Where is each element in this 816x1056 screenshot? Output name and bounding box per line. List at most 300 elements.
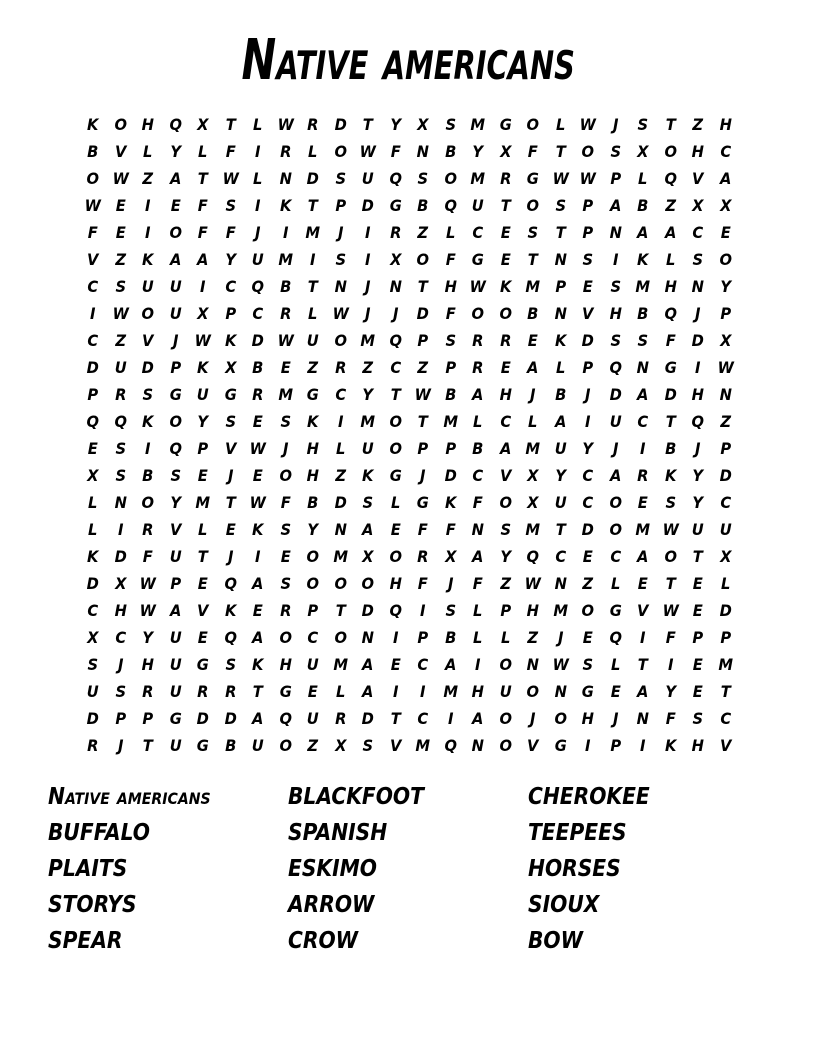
grid-letter: I (365, 249, 371, 269)
grid-letter: Q (388, 330, 402, 350)
grid-letter: H (691, 735, 704, 755)
grid-letter: M (717, 654, 733, 674)
grid-letter: E (637, 492, 648, 512)
grid-letter: L (88, 519, 98, 539)
grid-letter: C (417, 654, 429, 674)
grid-letter: G (554, 735, 567, 755)
grid-letter: Z (307, 357, 319, 377)
grid-letter: Y (197, 411, 209, 431)
grid-letter: H (691, 141, 704, 161)
grid-letter: O (498, 708, 512, 728)
grid-letter: J (585, 384, 591, 404)
grid-letter: N (279, 168, 292, 188)
grid-letter: Z (664, 195, 676, 215)
grid-letter: D (86, 357, 99, 377)
word-list-item: SPANISH (288, 819, 388, 846)
grid-letter: S (417, 168, 429, 188)
grid-letter: U (169, 654, 182, 674)
grid-letter: N (554, 681, 567, 701)
grid-letter: B (527, 303, 539, 323)
grid-letter: K (252, 519, 264, 539)
grid-letter: Z (307, 735, 319, 755)
grid-letter: K (279, 195, 291, 215)
grid-letter: O (608, 492, 622, 512)
grid-letter: J (557, 627, 563, 647)
grid-letter: T (527, 249, 538, 269)
grid-letter: F (417, 519, 428, 539)
grid-letter: Z (417, 222, 429, 242)
grid-letter: T (555, 519, 566, 539)
grid-letter: C (334, 384, 346, 404)
grid-letter: F (472, 573, 483, 593)
word-list (48, 779, 768, 959)
grid-letter: C (582, 492, 594, 512)
grid-letter: X (719, 546, 731, 566)
grid-letter: Z (527, 627, 539, 647)
grid-letter: X (692, 195, 704, 215)
grid-letter: K (637, 249, 649, 269)
grid-letter: P (444, 357, 456, 377)
grid-letter: W (414, 384, 431, 404)
grid-letter: E (115, 195, 126, 215)
grid-letter: U (251, 249, 264, 269)
grid-letter: S (362, 492, 374, 512)
grid-letter: D (581, 519, 594, 539)
grid-letter: L (335, 438, 345, 458)
grid-letter: B (472, 438, 484, 458)
grid-letter: J (117, 735, 123, 755)
grid-letter: H (306, 438, 319, 458)
grid-letter: U (251, 735, 264, 755)
grid-letter: T (500, 195, 511, 215)
grid-letter: J (392, 303, 398, 323)
grid-letter: E (252, 600, 263, 620)
grid-letter: P (499, 600, 511, 620)
grid-letter: E (527, 330, 538, 350)
grid-letter: I (420, 600, 426, 620)
grid-letter: Y (664, 681, 676, 701)
grid-letter: D (444, 465, 457, 485)
grid-letter: L (198, 141, 208, 161)
grid-letter: O (718, 249, 732, 269)
grid-letter: U (471, 195, 484, 215)
grid-letter: W (469, 276, 486, 296)
grid-letter: W (359, 141, 376, 161)
grid-letter: S (362, 735, 374, 755)
grid-letter: I (612, 249, 618, 269)
grid-letter: O (443, 168, 457, 188)
grid-letter: S (87, 654, 99, 674)
word-list-item: BLACKFOOT (288, 783, 424, 810)
grid-letter: R (637, 465, 649, 485)
grid-letter: X (362, 546, 374, 566)
grid-letter: W (222, 168, 239, 188)
grid-letter: V (582, 303, 594, 323)
word-list-item: SIOUX (528, 891, 600, 918)
grid-letter: O (168, 411, 182, 431)
grid-letter: Y (692, 465, 704, 485)
word-list-item: CHEROKEE (528, 783, 650, 810)
grid-letter: L (308, 303, 318, 323)
grid-letter: W (277, 114, 294, 134)
grid-letter: P (417, 438, 429, 458)
grid-letter: A (637, 222, 649, 242)
grid-letter: R (279, 141, 291, 161)
grid-letter: R (142, 681, 154, 701)
grid-letter: O (498, 492, 512, 512)
grid-letter: A (169, 168, 181, 188)
grid-letter: O (388, 411, 402, 431)
grid-letter: Z (142, 168, 154, 188)
grid-letter: D (361, 195, 374, 215)
grid-letter: M (635, 519, 651, 539)
grid-letter: I (255, 141, 261, 161)
grid-letter: Q (251, 276, 265, 296)
grid-letter: H (609, 303, 622, 323)
grid-letter: G (664, 357, 677, 377)
grid-letter: T (637, 654, 648, 674)
grid-letter: Z (719, 411, 731, 431)
grid-letter: L (528, 411, 538, 431)
word-list-column-1 (48, 779, 288, 959)
grid-letter: L (335, 681, 345, 701)
grid-letter: U (691, 519, 704, 539)
grid-letter: X (87, 627, 99, 647)
grid-letter: W (662, 600, 679, 620)
grid-letter: I (200, 276, 206, 296)
grid-letter: Y (692, 492, 704, 512)
grid-letter: D (251, 330, 264, 350)
grid-letter: H (664, 276, 677, 296)
grid-letter: R (334, 708, 346, 728)
grid-letter: C (499, 411, 511, 431)
word-list-item: PLAITS (48, 855, 128, 882)
grid-letter: F (445, 519, 456, 539)
grid-letter: F (665, 708, 676, 728)
grid-letter: W (332, 303, 349, 323)
grid-letter: W (662, 519, 679, 539)
grid-letter: S (609, 330, 621, 350)
grid-letter: N (361, 627, 374, 647)
grid-letter: C (719, 492, 731, 512)
grid-letter: W (277, 330, 294, 350)
grid-letter: X (87, 465, 99, 485)
grid-letter: Z (114, 330, 126, 350)
grid-letter: K (307, 411, 319, 431)
grid-letter: I (145, 195, 151, 215)
grid-letter: T (197, 546, 208, 566)
grid-letter: G (224, 384, 237, 404)
grid-letter: L (665, 249, 675, 269)
grid-letter: B (444, 141, 456, 161)
grid-letter: I (145, 438, 151, 458)
grid-letter: Q (608, 357, 622, 377)
grid-letter: I (640, 438, 646, 458)
grid-letter: M (360, 330, 376, 350)
grid-letter: S (664, 492, 676, 512)
grid-letter: J (365, 303, 371, 323)
grid-letter: P (197, 438, 209, 458)
grid-letter: U (306, 654, 319, 674)
grid-letter: V (114, 141, 126, 161)
grid-letter: H (719, 114, 732, 134)
grid-letter: N (554, 249, 567, 269)
grid-letter: T (665, 573, 676, 593)
grid-letter: F (87, 222, 98, 242)
grid-letter: G (609, 600, 622, 620)
grid-letter: E (500, 222, 511, 242)
grid-letter: O (608, 519, 622, 539)
grid-letter: E (390, 654, 401, 674)
grid-letter: X (114, 573, 126, 593)
grid-letter: V (224, 438, 236, 458)
grid-letter: W (84, 195, 101, 215)
grid-letter: O (141, 303, 155, 323)
grid-letter: N (471, 735, 484, 755)
grid-letter: O (333, 141, 347, 161)
grid-letter: H (444, 276, 457, 296)
grid-letter: K (87, 114, 99, 134)
grid-letter: O (581, 141, 595, 161)
grid-letter: L (720, 573, 730, 593)
grid-letter: R (499, 168, 511, 188)
grid-letter: H (581, 708, 594, 728)
grid-letter: L (473, 627, 483, 647)
grid-letter: O (333, 330, 347, 350)
grid-letter: P (554, 276, 566, 296)
grid-letter: O (141, 492, 155, 512)
grid-letter: P (224, 303, 236, 323)
grid-letter: M (360, 411, 376, 431)
grid-letter: U (169, 303, 182, 323)
grid-letter: K (362, 465, 374, 485)
grid-letter: C (87, 330, 99, 350)
grid-letter: Z (417, 357, 429, 377)
grid-letter: K (142, 249, 154, 269)
grid-letter: A (637, 384, 649, 404)
grid-letter: N (554, 303, 567, 323)
grid-letter: Y (169, 141, 181, 161)
grid-letter: N (471, 519, 484, 539)
word-list-column-3 (528, 779, 768, 959)
grid-letter: B (417, 195, 429, 215)
grid-letter: P (719, 303, 731, 323)
grid-letter: G (499, 114, 512, 134)
grid-letter: A (472, 546, 484, 566)
grid-letter: R (279, 600, 291, 620)
grid-letter: G (416, 492, 429, 512)
grid-letter: O (278, 735, 292, 755)
grid-letter: S (499, 519, 511, 539)
grid-letter: G (471, 249, 484, 269)
grid-letter: J (447, 573, 453, 593)
grid-letter: F (280, 492, 291, 512)
grid-letter: V (499, 465, 511, 485)
grid-letter: J (420, 465, 426, 485)
grid-letter: O (113, 114, 127, 134)
grid-letter: B (637, 195, 649, 215)
grid-letter: E (720, 222, 731, 242)
word-list-item: TEEPEES (528, 819, 627, 846)
grid-letter: V (87, 249, 99, 269)
grid-letter: P (87, 384, 99, 404)
grid-letter: I (255, 195, 261, 215)
grid-letter: O (663, 546, 677, 566)
grid-letter: A (499, 438, 511, 458)
grid-letter: P (582, 357, 594, 377)
grid-letter: P (417, 627, 429, 647)
grid-letter: C (719, 141, 731, 161)
grid-letter: O (526, 195, 540, 215)
grid-letter: O (416, 249, 430, 269)
grid-letter: T (225, 114, 236, 134)
grid-letter: P (334, 195, 346, 215)
grid-letter: F (417, 573, 428, 593)
grid-letter: P (719, 438, 731, 458)
grid-letter: C (224, 276, 236, 296)
grid-letter: E (500, 249, 511, 269)
grid-letter: A (472, 384, 484, 404)
grid-letter: O (553, 708, 567, 728)
grid-letter: U (169, 546, 182, 566)
grid-letter: F (665, 330, 676, 350)
grid-letter: D (114, 546, 127, 566)
grid-letter: U (196, 384, 209, 404)
letter-grid (79, 111, 739, 759)
grid-letter: V (142, 330, 154, 350)
grid-letter: B (87, 141, 99, 161)
grid-letter: W (139, 600, 156, 620)
grid-letter: D (224, 708, 237, 728)
grid-letter: B (554, 384, 566, 404)
grid-letter: R (279, 303, 291, 323)
grid-letter: W (579, 114, 596, 134)
grid-letter: Q (443, 195, 457, 215)
grid-letter: L (88, 492, 98, 512)
grid-letter: S (142, 384, 154, 404)
grid-letter: M (470, 168, 486, 188)
grid-letter: Y (499, 546, 511, 566)
grid-letter: N (114, 492, 127, 512)
grid-letter: X (444, 546, 456, 566)
grid-letter: W (552, 168, 569, 188)
grid-letter: U (554, 492, 567, 512)
grid-letter: U (554, 438, 567, 458)
grid-letter: G (169, 384, 182, 404)
grid-letter: C (114, 627, 126, 647)
grid-letter: A (197, 249, 209, 269)
grid-letter: C (87, 600, 99, 620)
grid-letter: S (224, 195, 236, 215)
grid-letter: S (224, 411, 236, 431)
grid-letter: N (719, 384, 732, 404)
grid-letter: E (582, 276, 593, 296)
grid-letter: D (334, 114, 347, 134)
grid-letter: N (416, 141, 429, 161)
grid-letter: N (389, 276, 402, 296)
grid-letter: L (555, 357, 565, 377)
grid-letter: I (282, 222, 288, 242)
grid-letter: X (224, 357, 236, 377)
grid-letter: L (308, 141, 318, 161)
grid-letter: Q (663, 168, 677, 188)
grid-letter: T (307, 276, 318, 296)
grid-letter: V (169, 519, 181, 539)
grid-letter: C (389, 357, 401, 377)
grid-letter: C (472, 465, 484, 485)
grid-letter: L (253, 114, 263, 134)
grid-letter: A (169, 249, 181, 269)
grid-letter: S (444, 330, 456, 350)
grid-letter: I (145, 222, 151, 242)
grid-letter: I (337, 411, 343, 431)
grid-letter: S (444, 600, 456, 620)
grid-letter: M (525, 519, 541, 539)
grid-letter: Y (169, 492, 181, 512)
grid-letter: J (612, 438, 618, 458)
grid-letter: D (719, 465, 732, 485)
word-list-item: Native americans (48, 783, 211, 810)
grid-letter: G (306, 384, 319, 404)
grid-letter: S (582, 654, 594, 674)
grid-letter: J (695, 438, 701, 458)
grid-letter: Z (582, 573, 594, 593)
grid-letter: B (664, 438, 676, 458)
grid-letter: D (416, 303, 429, 323)
grid-letter: L (610, 654, 620, 674)
grid-letter: C (87, 276, 99, 296)
grid-letter: X (527, 465, 539, 485)
grid-letter: U (499, 681, 512, 701)
grid-letter: C (719, 708, 731, 728)
grid-letter: O (471, 303, 485, 323)
grid-letter: I (640, 735, 646, 755)
grid-letter: Q (223, 573, 237, 593)
grid-letter: E (500, 357, 511, 377)
grid-letter: K (224, 330, 236, 350)
grid-letter: T (720, 681, 731, 701)
grid-letter: S (114, 465, 126, 485)
grid-letter: I (475, 654, 481, 674)
grid-letter: O (306, 573, 320, 593)
grid-letter: G (196, 654, 209, 674)
grid-letter: M (305, 222, 321, 242)
grid-letter: P (142, 708, 154, 728)
grid-letter: P (169, 573, 181, 593)
grid-letter: Q (388, 600, 402, 620)
grid-letter: L (253, 168, 263, 188)
grid-letter: K (252, 654, 264, 674)
grid-letter: G (389, 195, 402, 215)
grid-letter: W (249, 438, 266, 458)
grid-letter: P (692, 627, 704, 647)
grid-letter: S (279, 411, 291, 431)
grid-letter: R (197, 681, 209, 701)
grid-letter: R (389, 222, 401, 242)
grid-letter: T (417, 276, 428, 296)
grid-letter: F (197, 222, 208, 242)
grid-letter: M (195, 492, 211, 512)
grid-letter: N (334, 276, 347, 296)
grid-letter: I (255, 546, 261, 566)
grid-letter: C (554, 546, 566, 566)
grid-letter: I (365, 222, 371, 242)
grid-letter: J (530, 708, 536, 728)
grid-letter: M (442, 411, 458, 431)
grid-letter: K (664, 735, 676, 755)
grid-letter: Y (389, 114, 401, 134)
word-list-item: ARROW (288, 891, 375, 918)
